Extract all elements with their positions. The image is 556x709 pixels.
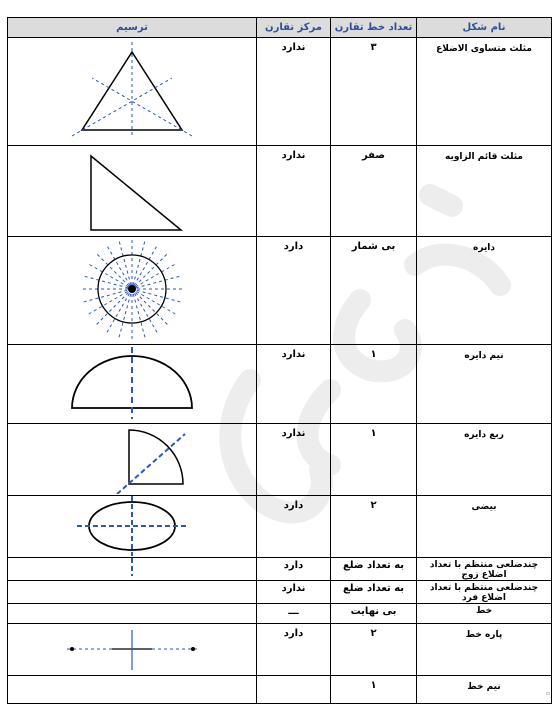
header-row xyxy=(8,18,552,38)
circle-figure xyxy=(67,237,197,343)
count-cell: ۱ xyxy=(331,345,417,424)
name-cell: ربع دایره xyxy=(417,424,552,496)
count-cell: ۲ xyxy=(331,624,417,676)
equilateral-triangle-figure xyxy=(67,38,197,142)
center-cell: ندارد xyxy=(257,581,331,604)
drawing-cell xyxy=(8,558,257,581)
table-row xyxy=(8,424,552,496)
count-cell: به تعداد ضلع xyxy=(331,558,417,581)
name-cell: چندضلعی منتظم با تعداد اضلاع فرد xyxy=(417,581,552,604)
drawing-cell xyxy=(8,424,257,496)
table-row xyxy=(8,146,552,237)
drawing-cell xyxy=(8,146,257,237)
name-cell: خط xyxy=(417,604,552,624)
center-cell: ـــ xyxy=(257,604,331,624)
name-cell: چندضلعی منتظم با تعداد اضلاع زوج xyxy=(417,558,552,581)
drawing-cell xyxy=(8,345,257,424)
center-cell: دارد xyxy=(257,558,331,581)
center-cell: دارد xyxy=(257,624,331,676)
count-cell: به تعداد ضلع xyxy=(331,581,417,604)
table-row xyxy=(8,237,552,345)
count-cell: ۲ xyxy=(331,496,417,558)
axis-tail xyxy=(67,558,197,576)
drawing-cell xyxy=(8,496,257,558)
name-cell: مثلث متساوی الاضلاع xyxy=(417,38,552,146)
drawing-cell xyxy=(8,38,257,146)
symmetry-table xyxy=(7,17,552,704)
count-cell: بی نهایت xyxy=(331,604,417,624)
count-cell: ۳ xyxy=(331,38,417,146)
drawing-cell xyxy=(8,581,257,604)
count-cell: ۱ xyxy=(331,424,417,496)
table-row xyxy=(8,496,552,558)
count-cell: صفر xyxy=(331,146,417,237)
name-cell: بیضی xyxy=(417,496,552,558)
table-row xyxy=(8,345,552,424)
corner-mark: ▫ xyxy=(546,690,551,697)
center-cell: ندارد xyxy=(257,38,331,146)
table-row xyxy=(8,558,552,581)
name-cell: پاره خط xyxy=(417,624,552,676)
table-row xyxy=(8,604,552,624)
center-cell: ندارد xyxy=(257,345,331,424)
drawing-cell xyxy=(8,624,257,676)
drawing-cell xyxy=(8,604,257,624)
table-row xyxy=(8,624,552,676)
drawing-cell xyxy=(8,237,257,345)
drawing-cell xyxy=(8,676,257,704)
table-row xyxy=(8,38,552,146)
center-cell: دارد xyxy=(257,237,331,345)
table-row xyxy=(8,581,552,604)
table-row xyxy=(8,676,552,704)
center-cell: ندارد xyxy=(257,424,331,496)
header-drawing: ترسیم xyxy=(8,18,257,38)
name-cell: نیم دایره xyxy=(417,345,552,424)
name-cell: نیم خط xyxy=(417,676,552,704)
center-cell xyxy=(257,676,331,704)
header-count: تعداد خط تقارن xyxy=(331,18,417,38)
semicircle-figure xyxy=(62,345,202,421)
center-cell: دارد xyxy=(257,496,331,558)
header-name: نام شکل xyxy=(417,18,552,38)
count-cell: ۱ xyxy=(331,676,417,704)
header-center: مرکز تقارن xyxy=(257,18,331,38)
count-cell: بی شمار xyxy=(331,237,417,345)
right-triangle-figure xyxy=(67,146,197,234)
center-cell: ندارد xyxy=(257,146,331,237)
segment-figure xyxy=(57,624,207,674)
quarter-circle-figure xyxy=(67,424,197,494)
name-cell: مثلث قائم الزاویه xyxy=(417,146,552,237)
ellipse-figure xyxy=(67,496,197,556)
name-cell: دایره xyxy=(417,237,552,345)
